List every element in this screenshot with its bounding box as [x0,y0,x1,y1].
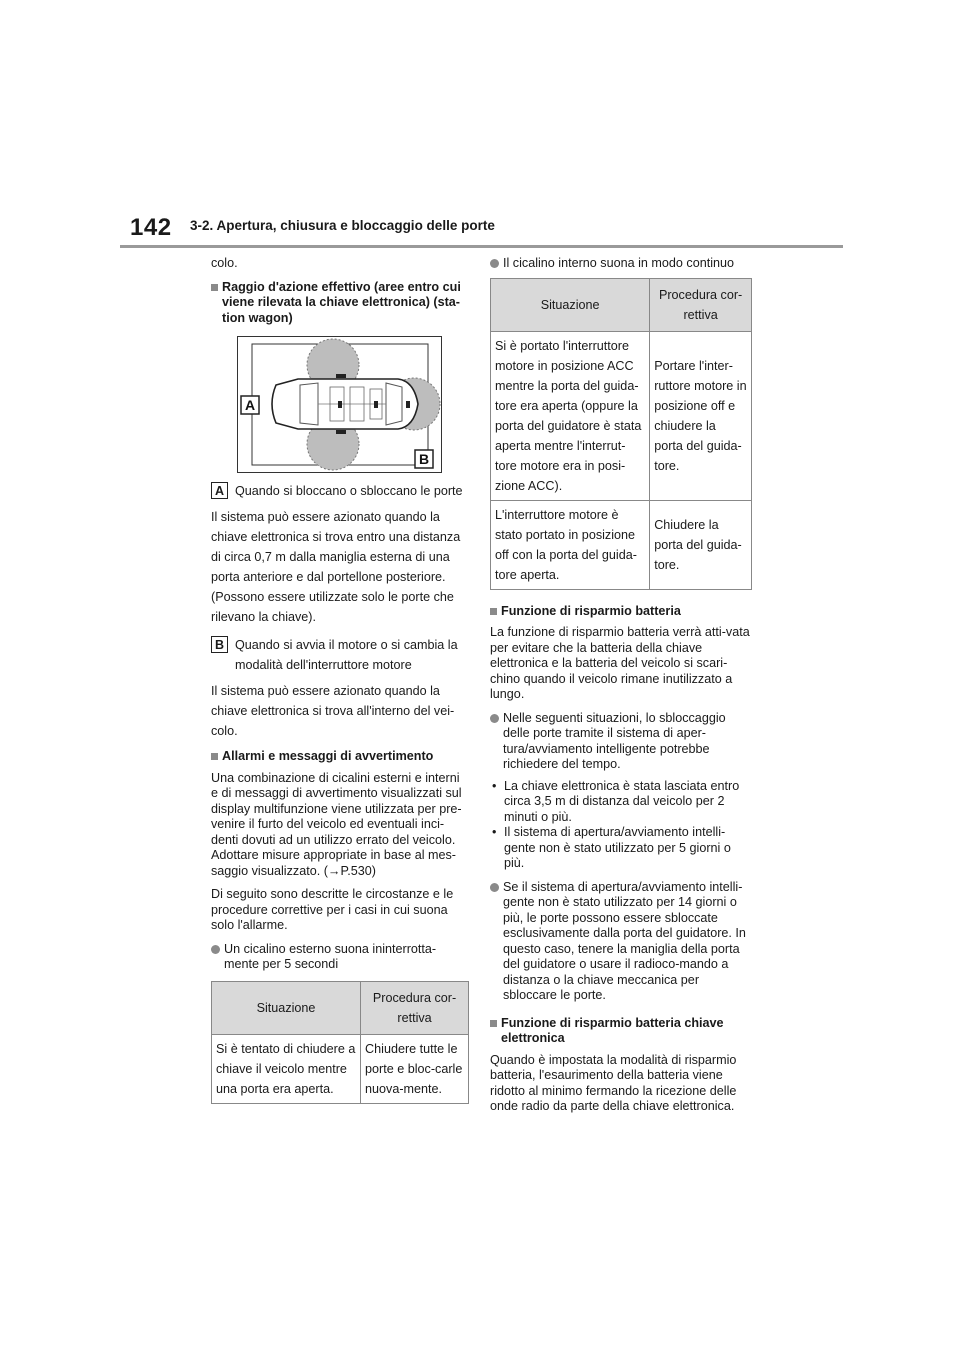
table1-header-situation: Situazione [212,981,361,1034]
alarm-paragraph-1: Una combinazione di cicalini esterni e interni e di messaggi di avvertimento visualizzati sul display multifunzione viene utilizzata per pre-venire il furto del veicolo ed eventuali inci-denti dovuti ad un utilizzo errato del veicolo. Adottare misure appropriate in base al mes-saggio visualizzato. (→P.530) [211,770,462,878]
figure-label-b: B [418,451,430,467]
external-buzzer-bullet: Un cicalino esterno suona ininterrotta-mente per 5 secondi [211,942,469,973]
key-battery-text: Quando è impostata la modalità di risparmio batteria, l'esaurimento della batteria viene ridotto al minimo fermando la ricezione delle onde radio da parte della chiave elettronica. [490,1052,737,1113]
section-title: 3-2. Apertura, chiusura e bloccaggio delle porte [190,218,495,233]
zone-b-title [211,635,469,675]
situation-item: • Il sistema di apertura/avviamento intelli-gente non è stato utilizzato per 5 giorni o più. [490,825,752,872]
table2-action-cell: Portare l'inter-ruttore motore in posizione off e chiudere la porta del guida-tore. [650,331,752,500]
table2-situation-cell: Si è portato l'interruttore motore in posizione ACC mentre la porta del guida-tore era aperta (oppure la porta del guidatore è stata aperta mentre l'interrut-tore motore era in posi-zione ACC). [491,331,650,500]
zone-a-title [211,481,469,501]
table2-header-situation: Situazione [491,278,650,331]
page-number: 142 [130,214,172,241]
internal-buzzer-table [490,278,752,590]
situation-item: • La chiave elettronica è stata lasciata entro circa 3,5 m di distanza dal veicolo per 2 minuti o più. [490,779,752,826]
header-divider [120,245,843,248]
alarm-heading: Allarmi e messaggi di avvertimento [211,749,469,765]
zone-a-title-text: Quando si bloccano o sbloccano le porte [235,484,463,498]
zone-b-description: Il sistema può essere azionato quando la chiave elettronica si trova all'interno del vei-colo. [211,684,455,738]
table-row [491,500,752,589]
table2-situation-cell: L'interruttore motore è stato portato in posizione off con la porta del guida-tore aperta. [491,500,650,589]
range-diagram [237,336,442,473]
table-row [491,331,752,500]
right-column [490,256,752,1123]
zone-b-title-text: Quando si avvia il motore o si cambia la modalità dell'interruttore motore [235,638,458,672]
left-column [211,256,469,1104]
zone-b-label: B [211,636,228,653]
alarm-paragraph-2: Di seguito sono descritte le circostanze e le procedure correttive per i casi in cui suona solo l'allarme. [211,887,454,932]
table2-header-action: Procedura cor-rettiva [650,278,752,331]
internal-buzzer-bullet: Il cicalino interno suona in modo continuo [490,256,752,272]
continuation-text: colo. [211,256,238,270]
battery-saver-text: La funzione di risparmio batteria verrà atti-vata per evitare che la batteria della chiave elettronica e la batteria del veicolo si scari-chino quando il veicolo rimane inutilizzato a lungo. [490,625,750,701]
table1-situation-cell: Si è tentato di chiudere a chiave il veicolo mentre una porta era aperta. [212,1034,361,1103]
table2-action-cell: Chiudere la porta del guida-tore. [650,500,752,589]
car-range-illustration [238,337,441,472]
page-header [0,210,960,250]
range-heading: Raggio d'azione effettivo (aree entro cui viene rilevata la chiave elettronica) (sta-tion wagon) [211,280,469,327]
zone-a-label: A [211,482,228,499]
zone-a-description: Il sistema può essere azionato quando la chiave elettronica si trova entro una distanza di circa 0,7 m dalla maniglia esterna di una porta anteriore e dal portellone posteriore. (Possono essere utilizzate solo le porte che rilevano la chiave). [211,510,461,624]
situations-bullet: Nelle seguenti situazioni, lo sbloccaggio delle porte tramite il sistema di aper-tura/avviamento intelligente potrebbe richiedere del tempo. [490,711,752,773]
fourteen-days-bullet: Se il sistema di apertura/avviamento intelli-gente non è stato utilizzato per 14 giorni o più, le porte possono essere sbloccate esclusivamente dalla porta del guidatore. In questo caso, tenere la maniglia della porta del guidatore o usare il radioco-mando a distanza o la chiave meccanica per sbloccare le porte. [490,880,752,1004]
external-buzzer-table [211,981,469,1104]
table1-action-cell: Chiudere tutte le porte e bloc-carle nuova-mente. [361,1034,469,1103]
key-battery-heading: Funzione di risparmio batteria chiave elettronica [490,1016,752,1047]
table-row [212,1034,469,1103]
figure-label-a: A [244,397,256,413]
battery-saver-heading: Funzione di risparmio batteria [490,604,752,620]
table1-header-action: Procedura cor-rettiva [361,981,469,1034]
